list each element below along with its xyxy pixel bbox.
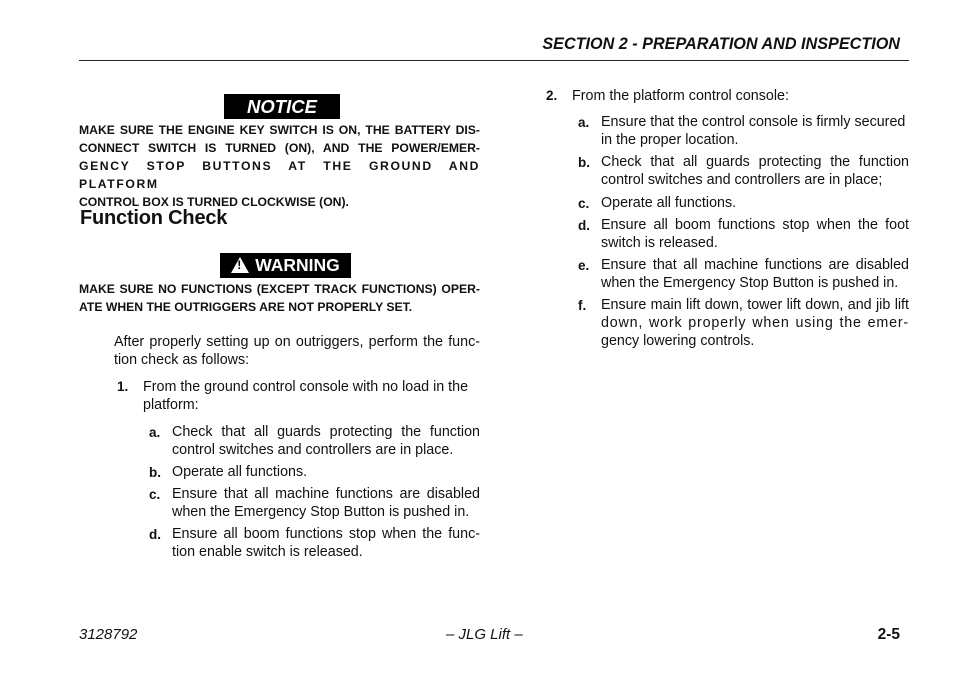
sub-item-letter: d. [149, 527, 161, 542]
section-title: SECTION 2 - PREPARATION AND INSPECTION [542, 35, 900, 53]
sub-item-text [172, 485, 480, 521]
sub-item-line: when the Emergency Stop Button is pushed in. [172, 504, 470, 520]
sub-item-line: switch is released. [601, 235, 718, 251]
sub-item-text [172, 525, 480, 561]
sub-item-line: when the Emergency Stop Button is pushed in. [601, 275, 899, 291]
step-line: platform: [143, 397, 199, 413]
sub-item-letter: f. [578, 298, 587, 313]
sub-item-letter: c. [578, 196, 590, 211]
notice-line: CONTROL BOX IS TURNED CLOCKWISE (ON). [79, 195, 349, 209]
notice-badge: NOTICE [224, 94, 340, 119]
section-heading: Function Check [80, 207, 228, 229]
notice-text [79, 121, 480, 211]
step-number: 2. [546, 88, 558, 103]
step-text [143, 378, 480, 414]
sub-item-letter: d. [578, 218, 590, 233]
intro-paragraph [114, 333, 480, 369]
sub-item-line: Ensure that the control console is firmly secured [601, 114, 906, 130]
page-number: 2-5 [877, 626, 900, 643]
sub-item-letter: c. [149, 487, 161, 502]
sub-item-text [601, 153, 909, 189]
notice-line: CONNECT SWITCH IS TURNED (ON), AND THE POWER/EMER- [79, 141, 480, 155]
sub-item-line: Check that all guards protecting the function [172, 424, 480, 440]
notice-line: MAKE SURE THE ENGINE KEY SWITCH IS ON, THE BATTERY DIS- [79, 123, 480, 137]
sub-item-line: Ensure that all machine functions are disabled [172, 486, 480, 502]
sub-item-line: Ensure all boom functions stop when the func- [172, 526, 480, 542]
sub-item-letter: e. [578, 258, 590, 273]
header-divider [79, 60, 909, 61]
warning-line: MAKE SURE NO FUNCTIONS (EXCEPT TRACK FUNCTIONS) OPER- [79, 282, 480, 296]
step-line: From the platform control console: [572, 88, 789, 104]
sub-item-letter: b. [149, 465, 161, 480]
sub-item-line: gency lowering controls. [601, 333, 755, 349]
sub-item-text [601, 216, 909, 252]
intro-line: tion check as follows: [114, 352, 250, 368]
intro-line: After properly setting up on outriggers, perform the func- [114, 334, 480, 350]
sub-item-text [601, 296, 909, 350]
sub-item-line: Operate all functions. [601, 195, 737, 211]
notice-line: GENCY STOP BUTTONS AT THE GROUND AND PLATFORM [79, 159, 480, 191]
sub-item-text [172, 423, 480, 459]
warning-line: ATE WHEN THE OUTRIGGERS ARE NOT PROPERLY SET. [79, 300, 413, 314]
sub-item-line: Ensure main lift down, tower lift down, and jib lift [601, 297, 909, 313]
warning-badge [220, 253, 351, 278]
step-text [572, 87, 909, 105]
step-number: 1. [117, 379, 129, 394]
warning-label: WARNING [255, 255, 340, 275]
step-line: From the ground control console with no load in the [143, 379, 469, 395]
sub-item-line: Check that all guards protecting the function [601, 154, 909, 170]
sub-item-line: Ensure that all machine functions are disabled [601, 257, 909, 273]
sub-item-text [601, 113, 909, 149]
sub-item-text [601, 256, 909, 292]
sub-item-line: in the proper location. [601, 132, 739, 148]
sub-item-line: down, work properly when using the emer- [601, 315, 909, 331]
sub-item-line: tion enable switch is released. [172, 544, 363, 560]
document-number: 3128792 [79, 626, 138, 643]
sub-item-line: Operate all functions. [172, 464, 308, 480]
footer-brand: – JLG Lift – [446, 626, 523, 643]
sub-item-text [601, 194, 909, 212]
sub-item-line: control switches and controllers are in place. [172, 442, 454, 458]
sub-item-line: control switches and controllers are in place; [601, 172, 883, 188]
sub-item-letter: a. [578, 115, 590, 130]
sub-item-line: Ensure all boom functions stop when the foot [601, 217, 909, 233]
sub-item-letter: b. [578, 155, 590, 170]
sub-item-letter: a. [149, 425, 161, 440]
warning-text [79, 280, 480, 316]
warning-triangle-icon [231, 257, 249, 273]
sub-item-text [172, 463, 480, 481]
